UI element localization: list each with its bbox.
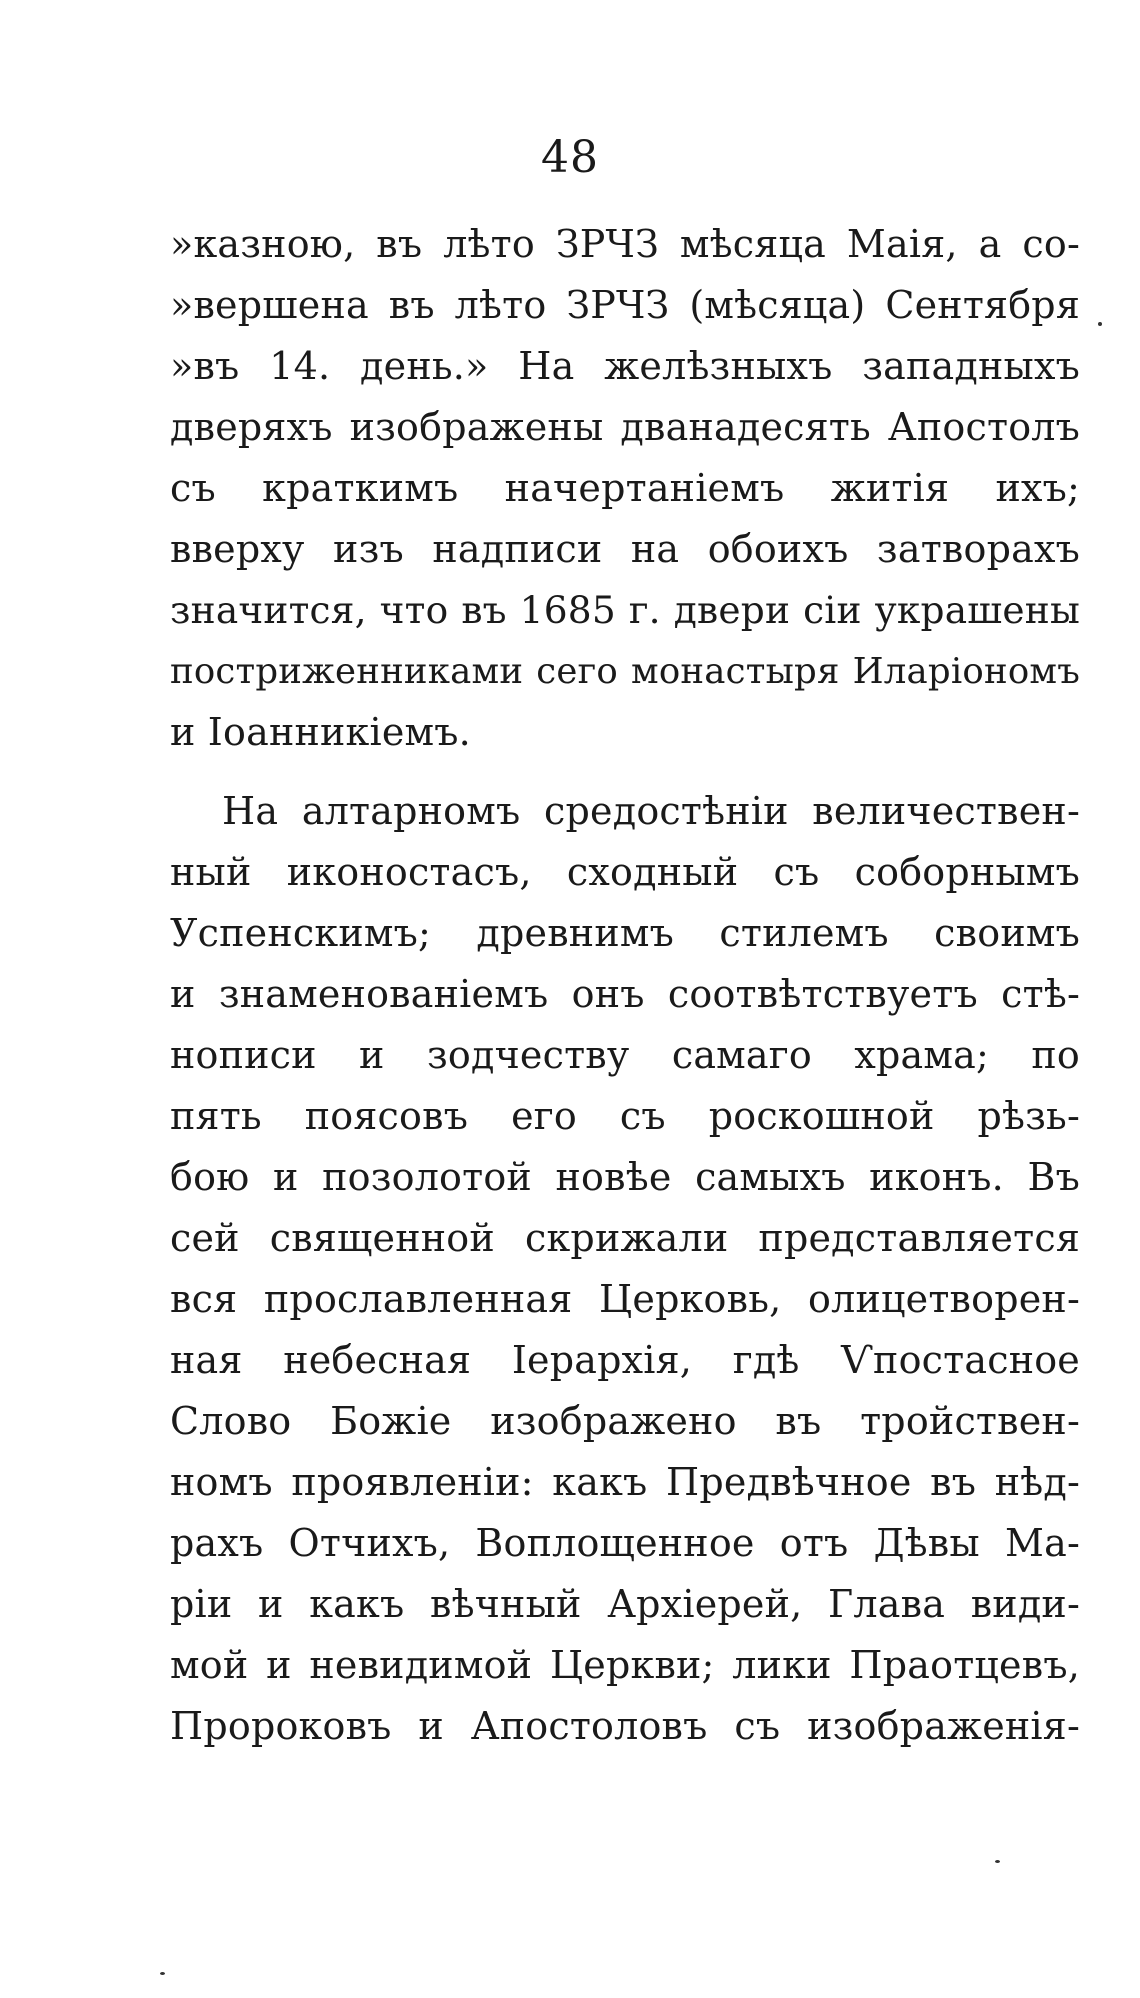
text-line: постриженниками сего монастыря Иларіономъ — [170, 651, 1080, 692]
text-line: Пророковъ и Апостоловъ съ изображенія- — [170, 1704, 1080, 1748]
text-line: мой и невидимой Церкви; лики Праотцевъ, — [170, 1643, 1080, 1687]
text-line: На алтарномъ средостѣніи величествен- — [222, 789, 1080, 833]
text-line: ріи и какъ вѣчный Архіерей, Глава види- — [170, 1582, 1080, 1626]
text-line: номъ проявленіи: какъ Предвѣчное въ нѣд- — [170, 1460, 1080, 1504]
text-line: ная небесная Іерархія, гдѣ Ѵпостасное — [170, 1338, 1080, 1382]
text-line: нописи и зодчеству самаго храма; по — [170, 1033, 1080, 1077]
text-line: бою и позолотой новѣе самыхъ иконъ. Въ — [170, 1155, 1080, 1199]
text-line: вся прославленная Церковь, олицетворен- — [170, 1277, 1080, 1321]
text-line: ный иконостасъ, сходный съ соборнымъ — [170, 850, 1080, 894]
text-line: и знаменованіемъ онъ соотвѣтствуетъ стѣ- — [170, 972, 1080, 1016]
text-line: »въ 14. день.» На желѣзныхъ западныхъ — [170, 344, 1080, 388]
scan-speck — [995, 1860, 1000, 1863]
text-line: »вершена въ лѣто ЗРЧЗ (мѣсяца) Сентября — [170, 283, 1080, 327]
page-number: 48 — [541, 132, 599, 183]
body-text — [170, 214, 1080, 1757]
text-line: вверху изъ надписи на обоихъ затворахъ — [170, 527, 1080, 571]
text-line: значится, что въ 1685 г. двери сіи украшены — [170, 588, 1080, 632]
scan-speck — [160, 1972, 165, 1975]
text-line: рахъ Отчихъ, Воплощенное отъ Дѣвы Ма- — [170, 1521, 1080, 1565]
text-line: съ краткимъ начертаніемъ житія ихъ; — [170, 466, 1080, 510]
paragraph-1 — [170, 214, 1080, 763]
text-line: пять поясовъ его съ роскошной рѣзь- — [170, 1094, 1080, 1138]
paragraph-2 — [170, 781, 1080, 1757]
scan-speck — [1098, 322, 1102, 326]
text-line: »казною, въ лѣто ЗРЧЗ мѣсяца Маія, а со- — [170, 222, 1080, 266]
text-line: и Іоанникіемъ. — [170, 710, 471, 754]
text-line: Слово Божіе изображено въ тройствен- — [170, 1399, 1080, 1443]
text-line: Успенскимъ; древнимъ стилемъ своимъ — [170, 911, 1080, 955]
text-line: дверяхъ изображены дванадесять Апостолъ — [170, 405, 1080, 449]
text-line: сей священной скрижали представляется — [170, 1216, 1080, 1260]
